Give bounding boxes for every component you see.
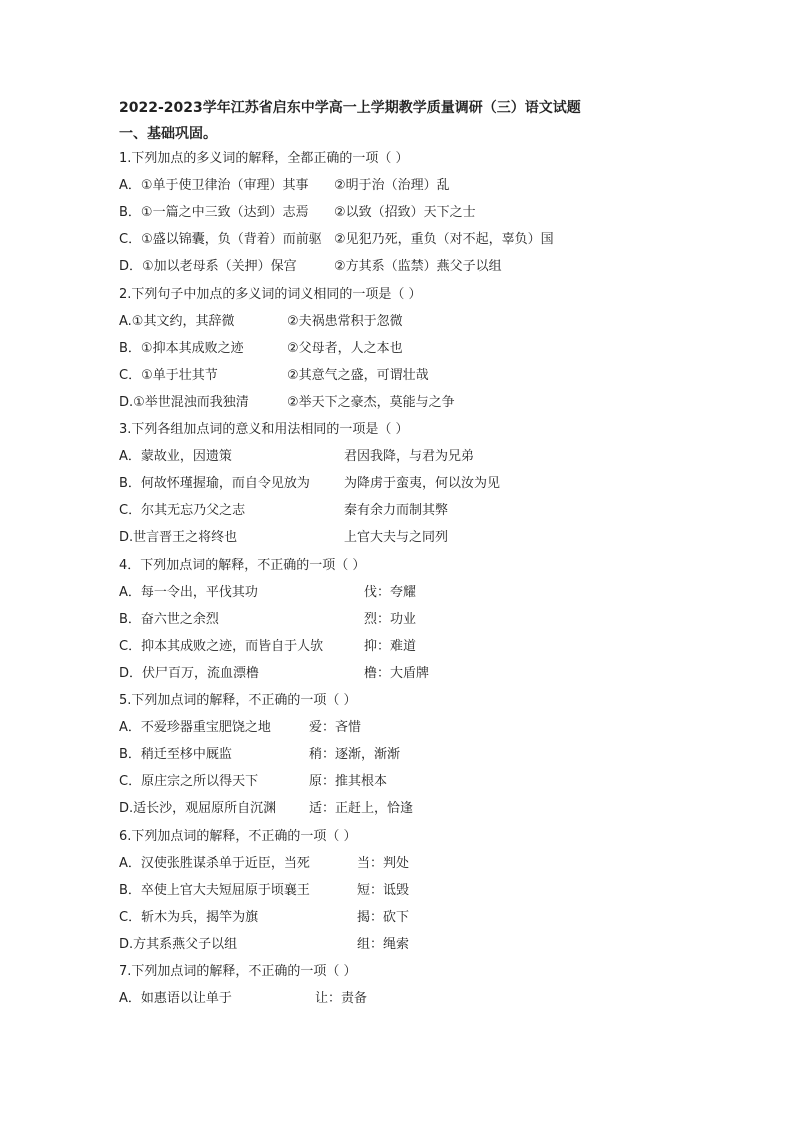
line-text: C．原庄宗之所以得天下 — [119, 774, 259, 790]
line-text: 7.下列加点词的解释，不正确的一项（ ） — [119, 964, 357, 979]
line-text: C．斩木为兵，揭竿为旗 — [119, 909, 259, 925]
line-option-text: 烈：功业 — [364, 611, 417, 627]
line-text: C．抑本其成败之迹，而皆自于人欤 — [119, 638, 324, 654]
line-option-text: 君因我降，与君为兄弟 — [344, 449, 475, 465]
line-text: A.①其文约，其辞微 — [119, 313, 235, 329]
line-option-text: 为降虏于蛮夷，何以汝为见 — [344, 476, 501, 492]
line-option-text: ②见犯乃死，重负（对不起，辜负）国 — [334, 232, 554, 248]
line-option-text: 爱：吝惜 — [309, 720, 362, 736]
line-option-text: 秦有余力而制其弊 — [344, 503, 449, 519]
line-option-text: ②夫祸患常积于忽微 — [287, 313, 403, 329]
line-option-text: 稍：逐渐，渐渐 — [309, 747, 401, 763]
line-option-text: 上官大夫与之同列 — [344, 530, 449, 546]
section-heading: 一、基础巩固。 — [119, 126, 217, 142]
line-text: 1.下列加点的多义词的解释，全都正确的一项（ ） — [119, 151, 409, 166]
line-option-text: 短：诋毁 — [357, 882, 410, 898]
line-text: A．蒙故业，因遗策 — [119, 449, 232, 465]
line-text: 5.下列加点词的解释，不正确的一项（ ） — [119, 693, 357, 708]
line-text: A．每一令出，平伐其功 — [119, 584, 258, 600]
line-option-text: 当：判处 — [357, 855, 410, 871]
line-text: 4．下列加点词的解释，不正确的一项（ ） — [119, 557, 366, 573]
line-option-text: 揭：砍下 — [357, 909, 410, 925]
line-option-text: 组：绳索 — [357, 936, 410, 952]
line-option-text: 原：推其根本 — [309, 774, 388, 790]
line-text: D.世言晋王之将终也 — [119, 530, 238, 546]
line-text: A．如惠语以让单于 — [119, 991, 232, 1007]
line-text: 2.下列句子中加点的多义词的词义相同的一项是（ ） — [119, 286, 422, 302]
line-text: D.适长沙，观屈原所自沉渊 — [119, 801, 277, 817]
line-text: C．①单于壮其节 — [119, 367, 218, 383]
line-option-text: ②方其系（监禁）燕父子以组 — [334, 259, 502, 275]
line-text: D.方其系燕父子以组 — [119, 936, 238, 952]
line-text: B．奋六世之余烈 — [119, 611, 219, 627]
line-text: B．何故怀瑾握瑜，而自令见放为 — [119, 476, 310, 492]
line-text: A．汉使张胜谋杀单于近臣，当死 — [119, 855, 310, 871]
line-option-text: 橹：大盾牌 — [364, 665, 430, 681]
line-text: D．伏尸百万，流血漂橹 — [119, 665, 260, 681]
line-option-text: 适：正赶上，恰逢 — [309, 801, 414, 817]
line-option-text: 抑：难道 — [364, 638, 417, 654]
line-option-text: ②举天下之豪杰，莫能与之争 — [287, 394, 455, 410]
line-option-text: ②明于治（治理）乱 — [334, 178, 450, 194]
line-text: D．①加以老母系（关押）保宫 — [119, 259, 297, 275]
line-option-text: 让：责备 — [315, 991, 368, 1007]
line-text: B．卒使上官大夫短屈原于顷襄王 — [119, 882, 310, 898]
line-text: B．①抑本其成败之迹 — [119, 340, 244, 356]
document-title: 2022-2023学年江苏省启东中学高一上学期教学质量调研（三）语文试题 — [119, 100, 581, 116]
line-text: B．稍迁至栘中厩监 — [119, 747, 232, 763]
line-text: A．不爱珍器重宝肥饶之地 — [119, 720, 271, 736]
line-text: A．①单于使卫律治（审理）其事 — [119, 178, 309, 194]
line-text: C．尔其无忘乃父之志 — [119, 503, 246, 519]
line-option-text: ②以致（招致）天下之士 — [334, 205, 476, 221]
line-text: 6.下列加点词的解释，不正确的一项（ ） — [119, 828, 357, 844]
line-option-text: 伐：夸耀 — [364, 584, 417, 600]
line-text: 3.下列各组加点词的意义和用法相同的一项是（ ） — [119, 422, 409, 437]
line-text: C．①盛以锦囊，负（背着）而前驱 — [119, 232, 322, 248]
line-option-text: ②其意气之盛，可谓壮哉 — [287, 367, 429, 383]
line-option-text: ②父母者，人之本也 — [287, 340, 403, 356]
line-text: B．①一篇之中三致（达到）志焉 — [119, 205, 309, 221]
line-text: D.①举世混浊而我独清 — [119, 394, 249, 410]
